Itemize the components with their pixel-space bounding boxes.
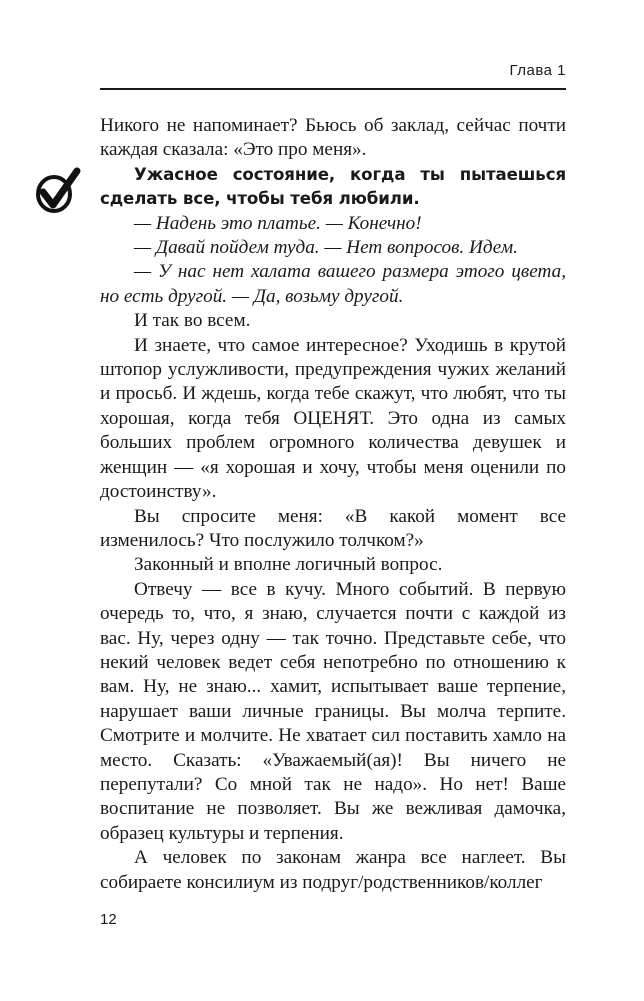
- page-number: 12: [100, 911, 117, 928]
- paragraph-7: А человек по законам жанра все наглеет. Вы собираете консилиум из подруг/родственников/коллег: [100, 847, 566, 893]
- body-text: [100, 114, 566, 895]
- paragraph-2: И так во всем.: [134, 310, 251, 332]
- header-rule: [100, 88, 566, 90]
- paragraph-1: Никого не напоминает? Бьюсь об заклад, сейчас почти каждая сказала: «Это про меня».: [100, 115, 566, 161]
- dialogue-line-1: — Надень это платье. — Конечно!: [134, 212, 422, 234]
- running-header: [100, 62, 566, 88]
- checkmark-circle-icon: [33, 166, 85, 216]
- paragraph-4: Вы спросите меня: «В какой момент все изменилось? Что послужило толчком?»: [100, 505, 566, 551]
- chapter-title: Глава 1: [509, 62, 566, 79]
- paragraph-6: Отвечу — все в кучу. Много событий. В первую очередь то, что, я знаю, случается почти с каждой из вас. Ну, через одну — так точно. Представьте себе, что некий человек ведет себя непотребно по отношению к вам. Ну, не знаю... хамит, испытывает ваше терпение, нарушает ваши личные границы. Вы молча терпите. Смотрите и молчите. Не хватает сил поставить хамло на место. Сказать: «Уважаемый(ая)! Вы ничего не перепутали? Со мной так не надо». Но нет! Ваше воспитание не позволяет. Вы же вежливая дамочка, образец культуры и терпения.: [100, 578, 566, 844]
- dialogue-line-3: — У нас нет халата вашего размера этого цвета, но есть другой. — Да, возьму другой.: [100, 261, 566, 307]
- paragraph-3: И знаете, что самое интересное? Уходишь в крутой штопор услужливости, предупреждения чужих желаний и просьб. И ждешь, когда тебе скажут, что любят, что ты хорошая, когда тебя ОЦЕНЯТ. Это одна из самых больших проблем огромного количества девушек и женщин — «я хорошая и хочу, чтобы меня оценили по достоинству».: [100, 334, 566, 503]
- dialogue-line-2: — Давай пойдем туда. — Нет вопросов. Идем.: [134, 237, 518, 259]
- highlight-statement: Ужасное состояние, когда ты пытаешься сделать все, чтобы тебя любили.: [100, 164, 566, 209]
- paragraph-5: Законный и вполне логичный вопрос.: [134, 554, 443, 576]
